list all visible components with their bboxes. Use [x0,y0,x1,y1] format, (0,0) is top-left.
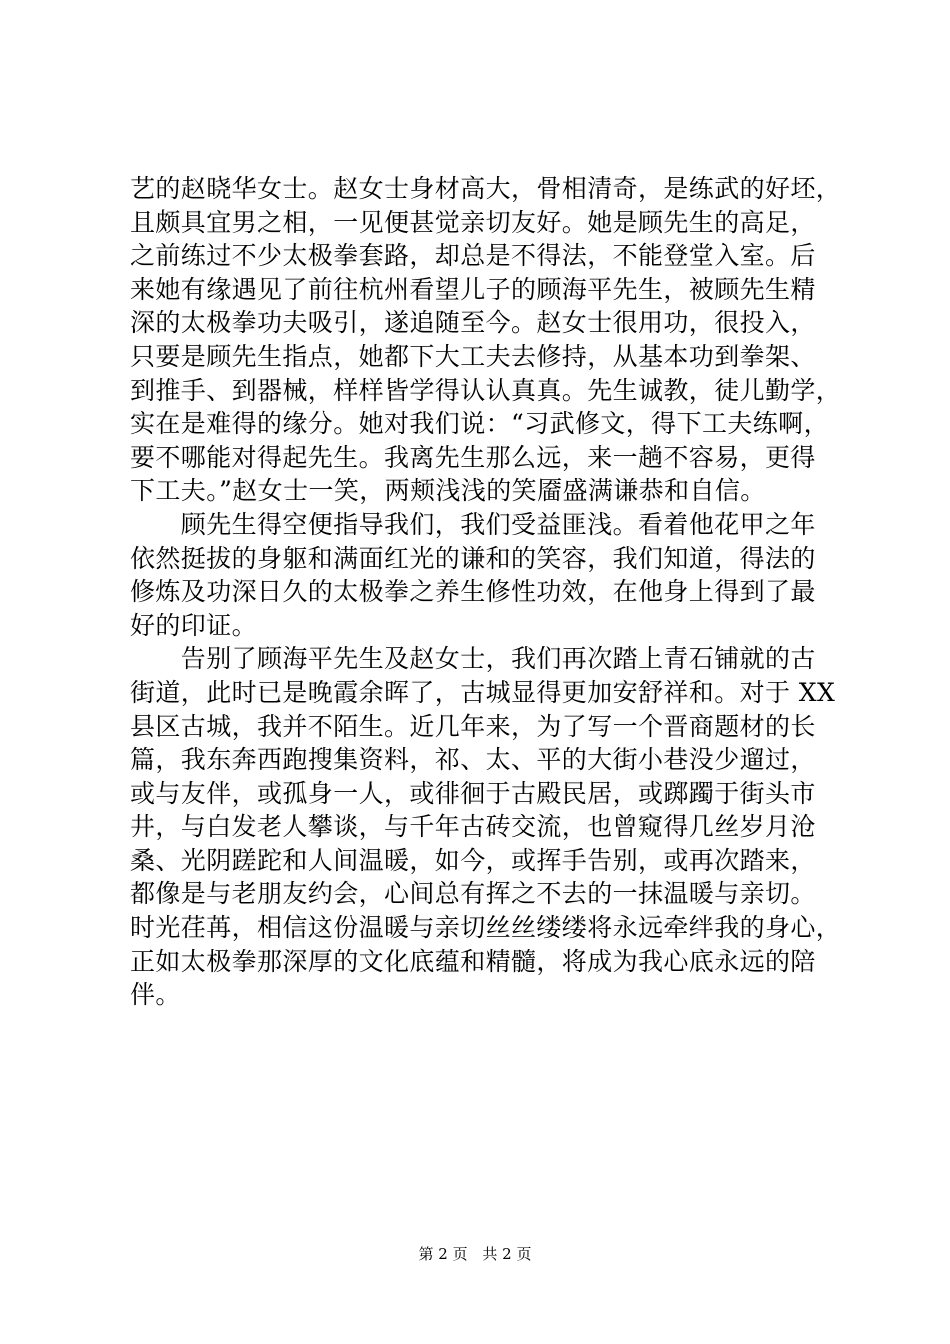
text-line: 之前练过不少太极拳套路，却总是不得法，不能登堂入室。后 [130,241,816,271]
page-footer [0,1244,950,1264]
text-line: 顾先生得空便指导我们，我们受益匪浅。看着他花甲之年 [130,509,816,539]
text-line: 篇，我东奔西跑搜集资料，祁、太、平的大街小巷没少遛过， [130,745,816,775]
text-line: 街道，此时已是晚霞余晖了，古城显得更加安舒祥和。对于 XX [130,677,836,707]
paragraph-3 [130,642,842,1012]
paragraph-1 [130,172,842,508]
text-line: 都像是与老朋友约会，心间总有挥之不去的一抹温暖与亲切。 [130,879,816,909]
text-line: 修炼及功深日久的太极拳之养生修性功效，在他身上得到了最 [130,577,816,607]
text-line: 桑、光阴蹉跎和人间温暖，如今，或挥手告别，或再次踏来， [130,845,816,875]
text-line: 正如太极拳那深厚的文化底蕴和精髓，将成为我心底永远的陪 [130,946,816,976]
text-line: 只要是顾先生指点，她都下大工夫去修持，从基本功到拳架、 [130,341,816,371]
text-line: 时光荏苒，相信这份温暖与亲切丝丝缕缕将永远牵绊我的身心， [130,913,842,943]
text-line: 井，与白发老人攀谈，与千年古砖交流，也曾窥得几丝岁月沧 [130,812,816,842]
text-line: 伴。 [130,980,181,1010]
text-line: 要不哪能对得起先生。我离先生那么远，来一趟不容易，更得 [130,442,816,472]
text-line: 或与友伴，或孤身一人，或徘徊于古殿民居，或踯躅于街头市 [130,778,816,808]
paragraph-2 [130,508,842,642]
text-line: 实在是难得的缘分。她对我们说：“习武修文，得下工夫练啊， [130,409,829,439]
text-line: 来她有缘遇见了前往杭州看望儿子的顾海平先生，被顾先生精 [130,274,816,304]
text-line: 好的印证。 [130,610,258,640]
text-line: 告别了顾海平先生及赵女士，我们再次踏上青石铺就的古 [130,644,816,674]
page-total: 共 2 页 [482,1245,532,1263]
text-line: 依然挺拔的身躯和满面红光的谦和的笑容，我们知道，得法的 [130,543,816,573]
text-line: 艺的赵晓华女士。赵女士身材高大，骨相清奇，是练武的好坯， [130,174,842,203]
text-line: 且颇具宜男之相，一见便甚觉亲切友好。她是顾先生的高足， [130,207,816,237]
document-body [130,172,842,1012]
page-number: 第 2 页 [418,1245,468,1263]
text-line: 下工夫。”赵女士一笑，两颊浅浅的笑靥盛满谦恭和自信。 [130,476,766,506]
text-line: 到推手、到器械，样样皆学得认认真真。先生诚教，徒儿勤学， [130,375,842,405]
text-line: 深的太极拳功夫吸引，遂追随至今。赵女士很用功，很投入， [130,308,816,338]
text-line: 县区古城，我并不陌生。近几年来，为了写一个晋商题材的长 [130,711,816,741]
